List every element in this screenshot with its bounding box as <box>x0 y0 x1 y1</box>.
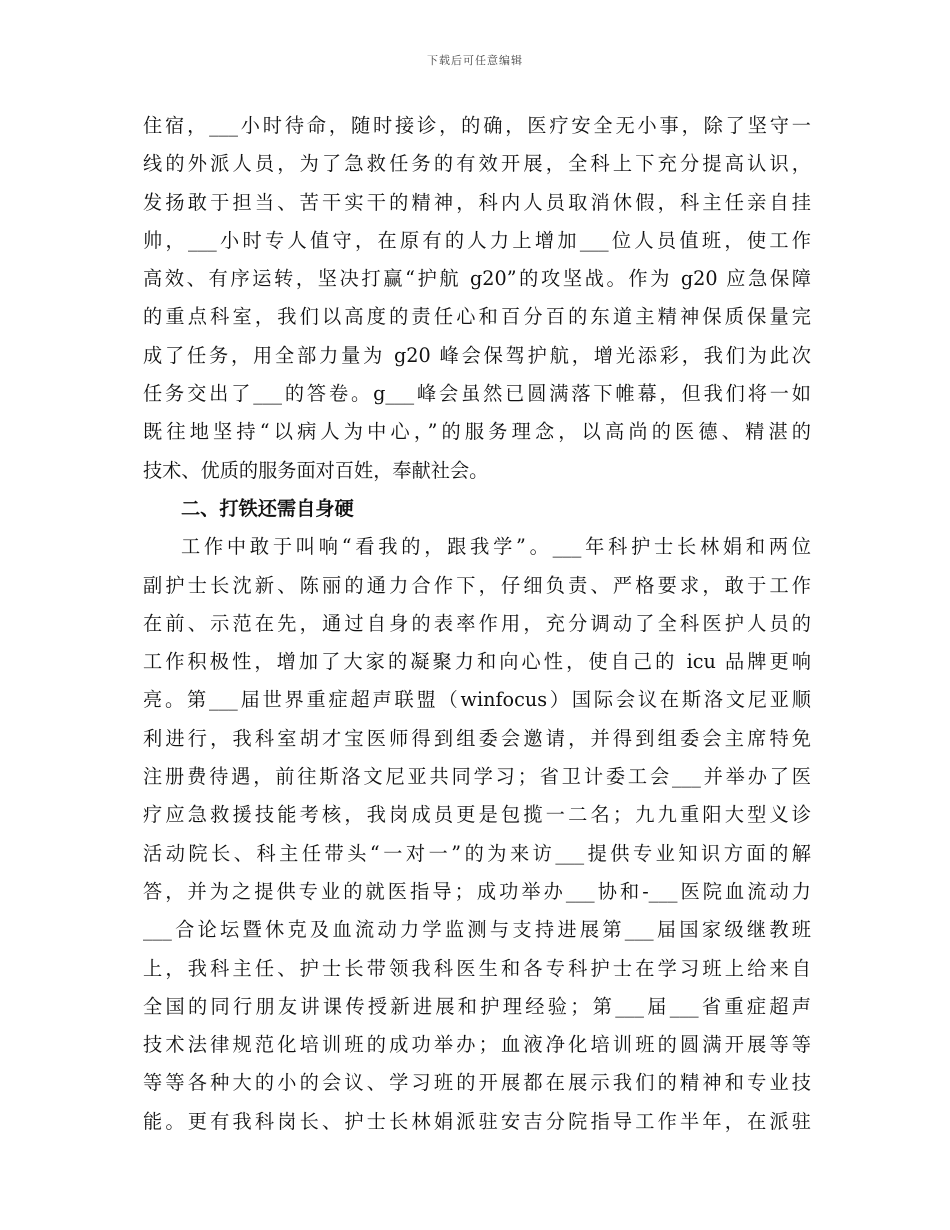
text-line: 技术、优质的服务面对百姓，奉献社会。 <box>143 458 489 482</box>
text-line: 既往地坚持“以病人为中心，”的服务理念，以高尚的医德、精湛的 <box>143 420 811 444</box>
paragraph-2 <box>143 528 811 1141</box>
text-line: 全国的同行朋友讲课传授新进展和护理经验；第___届___省重症超声 <box>143 994 811 1018</box>
text-line: 任务交出了___的答卷。g___峰会虽然已圆满落下帷幕，但我们将一如 <box>143 382 811 406</box>
text-line: 上，我科主任、护士长带领我科医生和各专科护士在学习班上给来自 <box>143 956 811 980</box>
text-line: 活动院长、科主任带头“一对一”的为来访___提供专业知识方面的解 <box>143 841 811 865</box>
section-heading: 二、打铁还需自身硬 <box>181 496 354 520</box>
text-line: ___合论坛暨休克及血流动力学监测与支持进展第___届国家级继教班 <box>143 918 811 942</box>
text-line: 高效、有序运转，坚决打赢“护航 g20”的攻坚战。作为 g20 应急保障 <box>143 267 811 291</box>
text-line: 副护士长沈新、陈丽的通力合作下，仔细负责、严格要求，敢于工作 <box>143 573 811 597</box>
text-line: 利进行，我科室胡才宝医师得到组委会邀请，并得到组委会主席特免 <box>143 726 811 750</box>
text-line: 亮。第___届世界重症超声联盟（winfocus）国际会议在斯洛文尼亚顺 <box>143 688 811 712</box>
text-line: 住宿，___小时待命，随时接诊，的确，医疗安全无小事，除了坚守一 <box>143 114 811 137</box>
page-header: 下载后可任意编辑 <box>427 54 523 67</box>
text-line: 注册费待遇，前往斯洛文尼亚共同学习；省卫计委工会___并举办了医 <box>143 765 811 789</box>
text-line: 帅，___小时专人值守，在原有的人力上增加___位人员值班，使工作 <box>143 228 811 252</box>
text-line: 等等各种大的小的会议、学习班的开展都在展示我们的精神和专业技 <box>143 1071 811 1095</box>
text-line: 答，并为之提供专业的就医指导；成功举办___协和-___医院血流动力 <box>143 879 811 903</box>
text-line: 工作积极性，增加了大家的凝聚力和向心性，使自己的 icu 品牌更响 <box>143 650 811 674</box>
text-line: 在前、示范在先，通过自身的表率作用，充分调动了全科医护人员的 <box>143 611 811 635</box>
text-line: 线的外派人员，为了急救任务的有效开展，全科上下充分提高认识， <box>143 152 811 176</box>
text-line: 技术法律规范化培训班的成功举办；血液净化培训班的圆满开展等等 <box>143 1033 811 1057</box>
text-line: 能。更有我科岗长、护士长林娟派驻安吉分院指导工作半年，在派驻 <box>143 1109 811 1133</box>
paragraph-1 <box>143 107 811 490</box>
text-line: 疗应急救援技能考核，我岗成员更是包揽一二名；九九重阳大型义诊 <box>143 803 811 827</box>
text-line: 发扬敢于担当、苦干实干的精神，科内人员取消休假，科主任亲自挂 <box>143 190 811 214</box>
document-body <box>143 107 811 1141</box>
text-line: 成了任务，用全部力量为 g20 峰会保驾护航，增光添彩，我们为此次 <box>143 343 811 367</box>
text-line: 工作中敢于叫响“看我的，跟我学”。___年科护士长林娟和两位 <box>181 535 811 559</box>
text-line: 的重点科室，我们以高度的责任心和百分百的东道主精神保质保量完 <box>143 305 811 329</box>
